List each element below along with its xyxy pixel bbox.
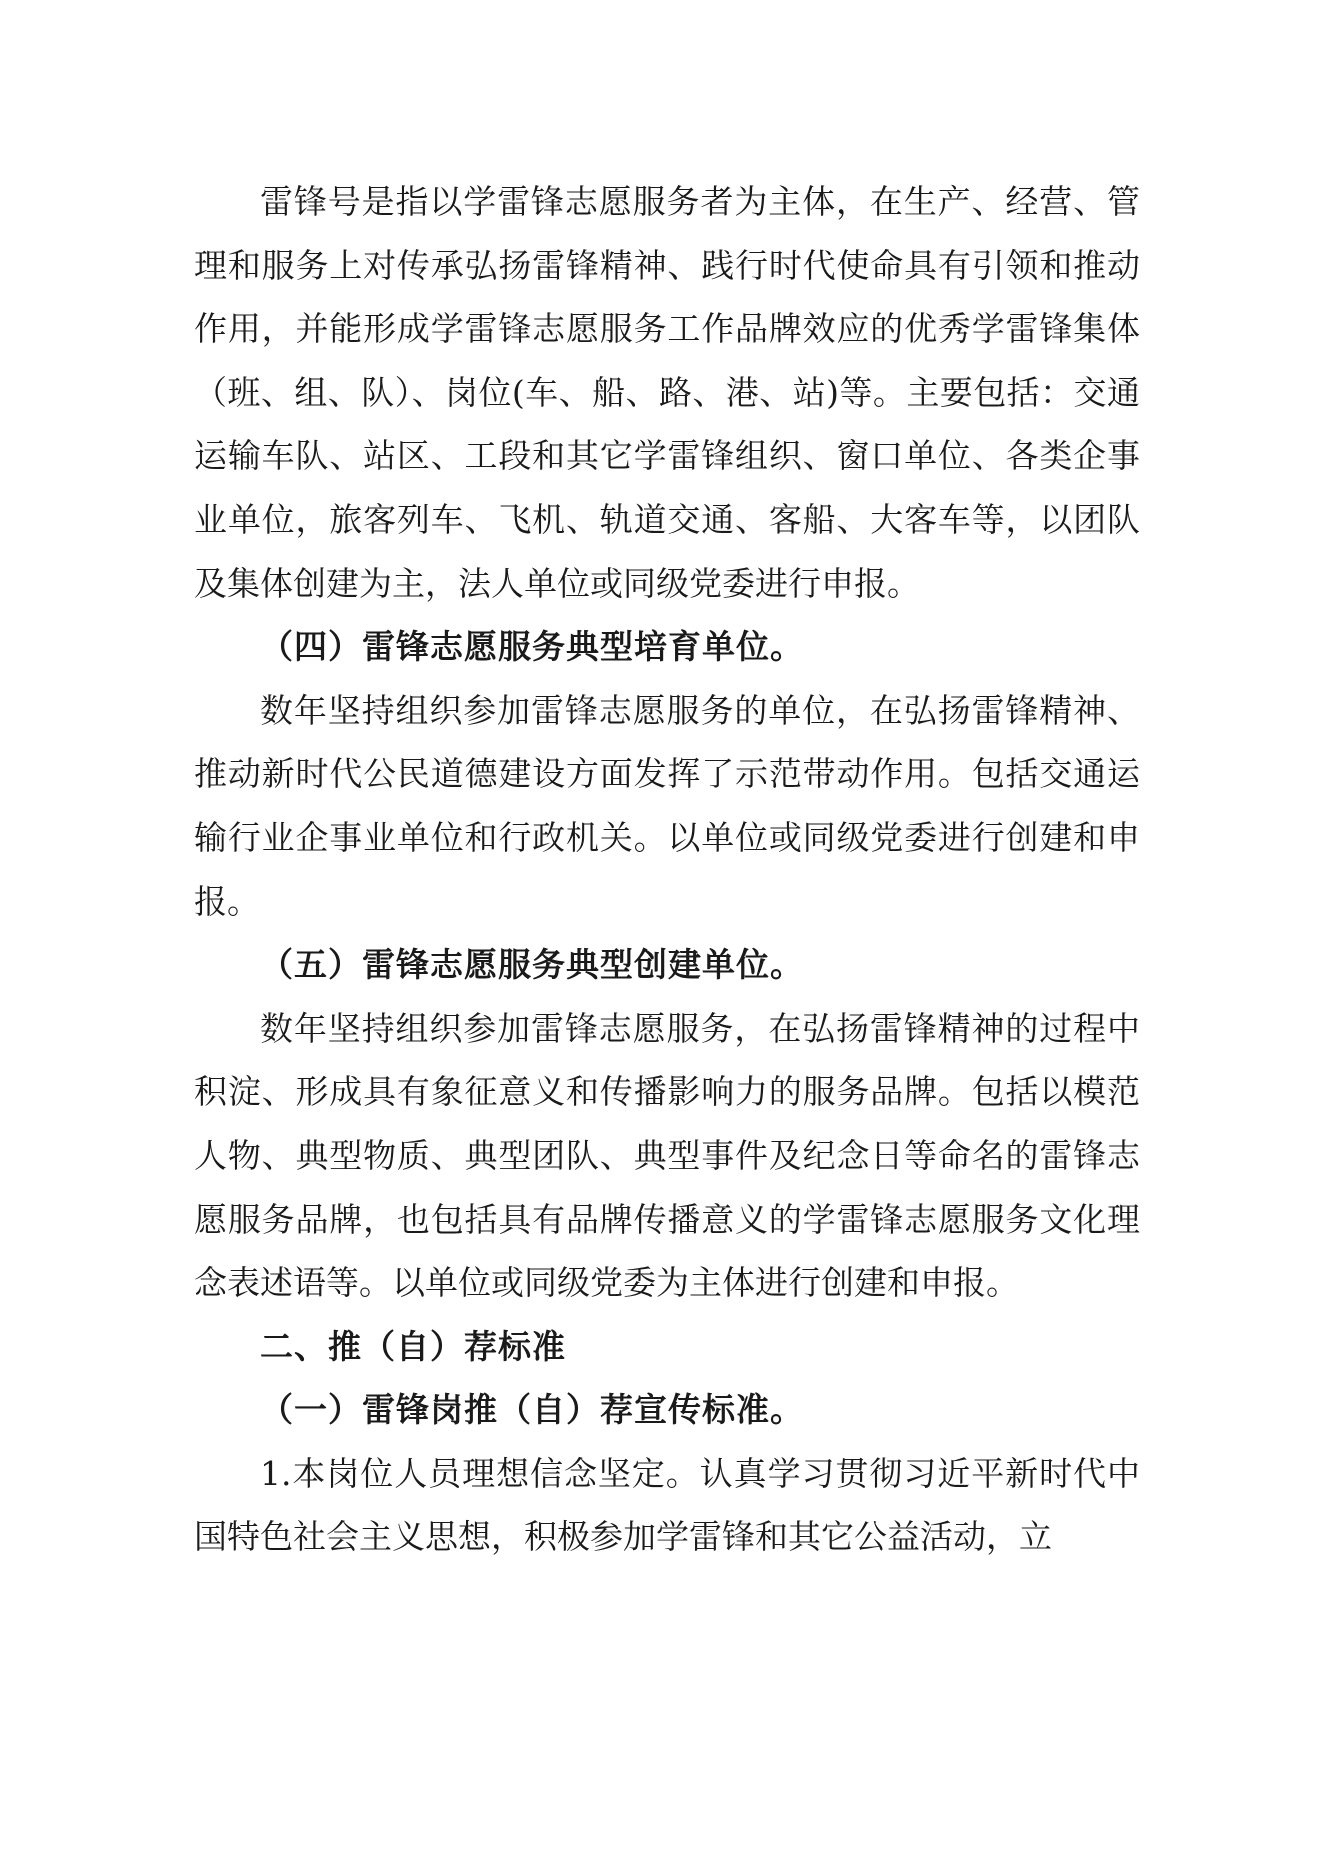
heading-part-2: 二、推（自）荐标准 xyxy=(260,1326,566,1366)
heading-section-4: （四）雷锋志愿服务典型培育单位。 xyxy=(260,627,804,667)
heading-standard-1: （一）雷锋岗推（自）荐宣传标准。 xyxy=(260,1390,804,1430)
document-body xyxy=(194,170,1140,1569)
paragraph-section-4: 数年坚持组织参加雷锋志愿服务的单位，在弘扬雷锋精神、推动新时代公民道德建设方面发挥了示范带动作用。包括交通运输行业企事业单位和行政机关。以单位或同级党委进行创建和申报。 xyxy=(194,690,1140,921)
heading-section-5: （五）雷锋志愿服务典型创建单位。 xyxy=(260,945,804,985)
paragraph-leifeng-hao: 雷锋号是指以学雷锋志愿服务者为主体，在生产、经营、管理和服务上对传承弘扬雷锋精神、践行时代使命具有引领和推动作用，并能形成学雷锋志愿服务工作品牌效应的优秀学雷锋集体（班、组、队）、岗位(车、船、路、港、站)等。主要包括：交通运输车队、站区、工段和其它学雷锋组织、窗口单位、各类企事业单位，旅客列车、飞机、轨道交通、客船、大客车等，以团队及集体创建为主，法人单位或同级党委进行申报。 xyxy=(194,182,1140,603)
paragraph-section-5: 数年坚持组织参加雷锋志愿服务，在弘扬雷锋精神的过程中积淀、形成具有象征意义和传播影响力的服务品牌。包括以模范人物、典型物质、典型团队、典型事件及纪念日等命名的雷锋志愿服务品牌，也包括具有品牌传播意义的学雷锋志愿服务文化理念表述语等。以单位或同级党委为主体进行创建和申报。 xyxy=(194,1008,1140,1303)
paragraph-standard-1-item-1: 1.本岗位人员理想信念坚定。认真学习贯彻习近平新时代中国特色社会主义思想，积极参加学雷锋和其它公益活动，立 xyxy=(194,1453,1140,1557)
